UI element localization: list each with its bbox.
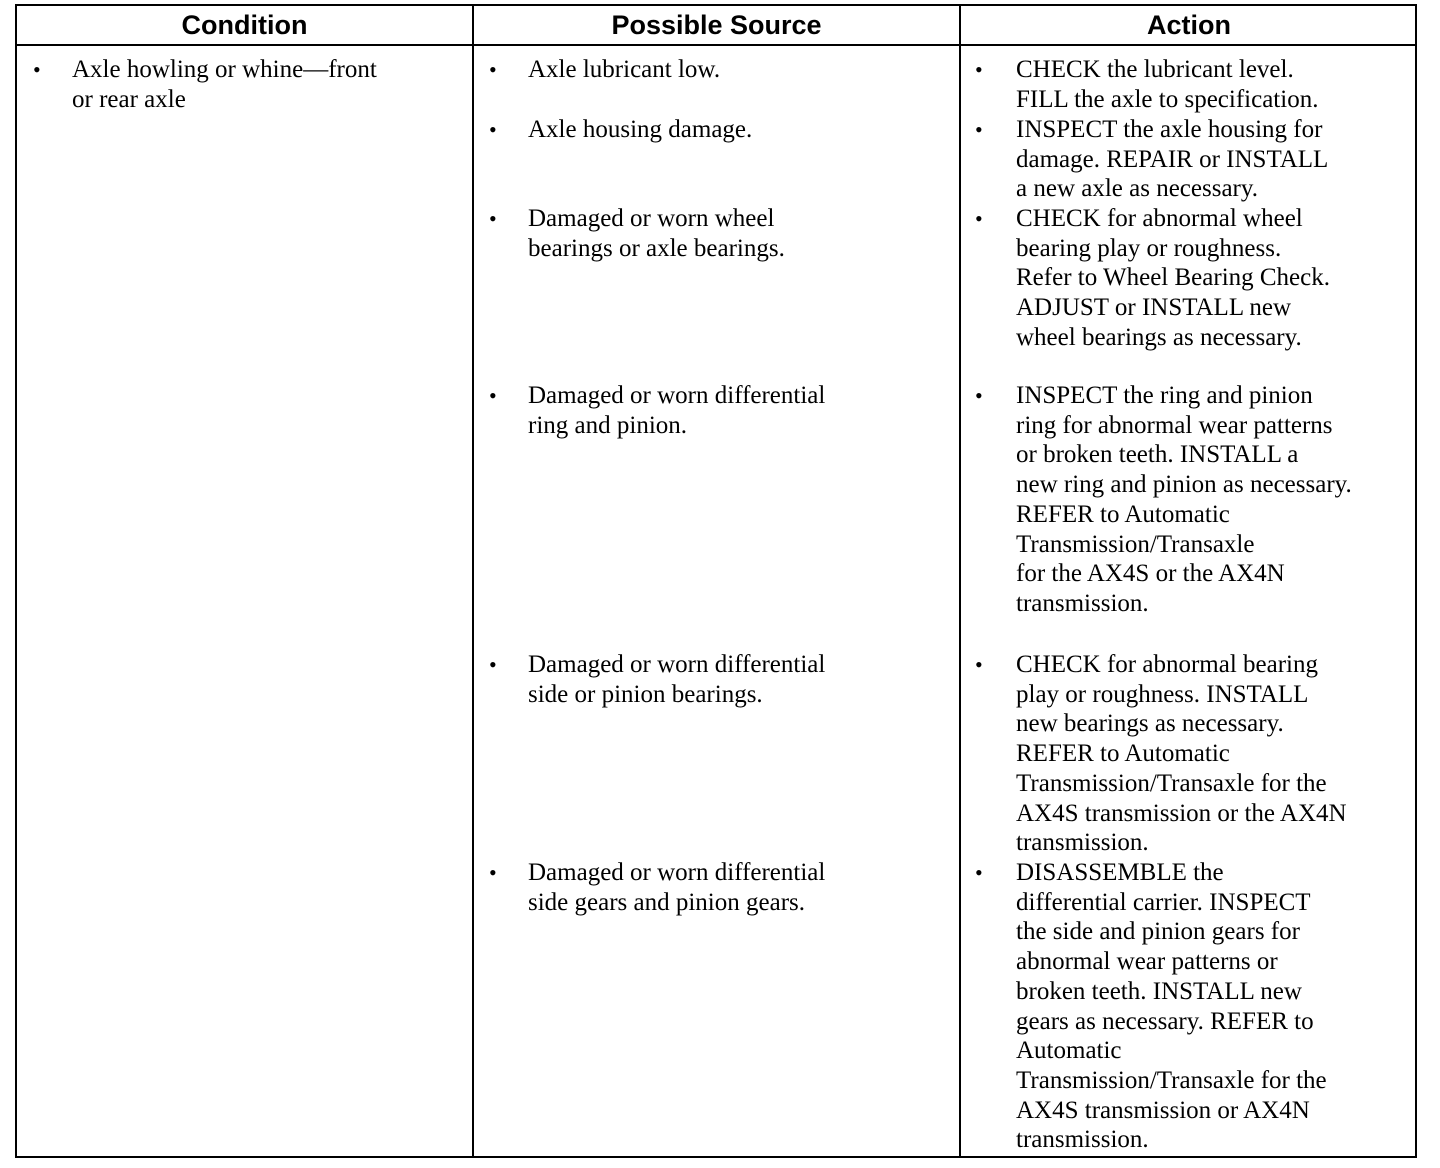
source-text: Damaged or worn differential side gears and pinion gears.	[528, 859, 826, 916]
bullet-icon: •	[489, 117, 497, 142]
source-text: Damaged or worn differential ring and pinion.	[528, 382, 826, 439]
action-text: INSPECT the ring and pinion ring for abnormal wear patterns or broken teeth. INSTALL a new ring and pinion as necessary. REFER to Automatic Transmission/Transaxle for the AX4S or the AX4N transmission.	[1016, 382, 1352, 617]
header-condition: Condition	[181, 10, 308, 40]
bullet-icon: •	[33, 57, 41, 82]
source-text: Damaged or worn differential side or pinion bearings.	[528, 651, 826, 708]
bullet-icon: •	[489, 206, 497, 231]
bullet-icon: •	[975, 860, 983, 885]
bullet-icon: •	[975, 57, 983, 82]
source-text: Damaged or worn wheel bearings or axle bearings.	[528, 205, 785, 262]
bullet-icon: •	[975, 652, 983, 677]
action-text: CHECK for abnormal bearing play or roughness. INSTALL new bearings as necessary. REFER to Automatic Transmission/Transaxle for the AX4S transmission or the AX4N transmission.	[1016, 651, 1347, 857]
source-text: Axle lubricant low.	[528, 56, 721, 83]
bullet-icon: •	[489, 383, 497, 408]
header-action: Action	[1147, 10, 1231, 40]
action-text: DISASSEMBLE the differential carrier. INSPECT the side and pinion gears for abnormal wear patterns or broken teeth. INSTALL new gears as necessary. REFER to Automatic Transmission/Transaxle for the AX4S transmission or AX4N transmission.	[1016, 859, 1327, 1154]
source-text: Axle housing damage.	[528, 116, 753, 143]
header-divider	[17, 44, 1415, 46]
bullet-icon: •	[489, 652, 497, 677]
condition-text: Axle howling or whine—front or rear axle	[72, 56, 377, 113]
diagnosis-table	[15, 4, 1417, 1158]
action-text: INSPECT the axle housing for damage. REPAIR or INSTALL a new axle as necessary.	[1016, 116, 1329, 203]
bullet-icon: •	[489, 57, 497, 82]
bullet-icon: •	[975, 206, 983, 231]
column-divider	[959, 6, 961, 1156]
bullet-icon: •	[975, 117, 983, 142]
column-divider	[472, 6, 474, 1156]
bullet-icon: •	[489, 860, 497, 885]
action-text: CHECK for abnormal wheel bearing play or roughness. Refer to Wheel Bearing Check. ADJUST or INSTALL new wheel bearings as necessary.	[1016, 205, 1331, 351]
header-possible-source: Possible Source	[611, 10, 822, 40]
action-text: CHECK the lubricant level. FILL the axle to specification.	[1016, 56, 1319, 113]
bullet-icon: •	[975, 383, 983, 408]
